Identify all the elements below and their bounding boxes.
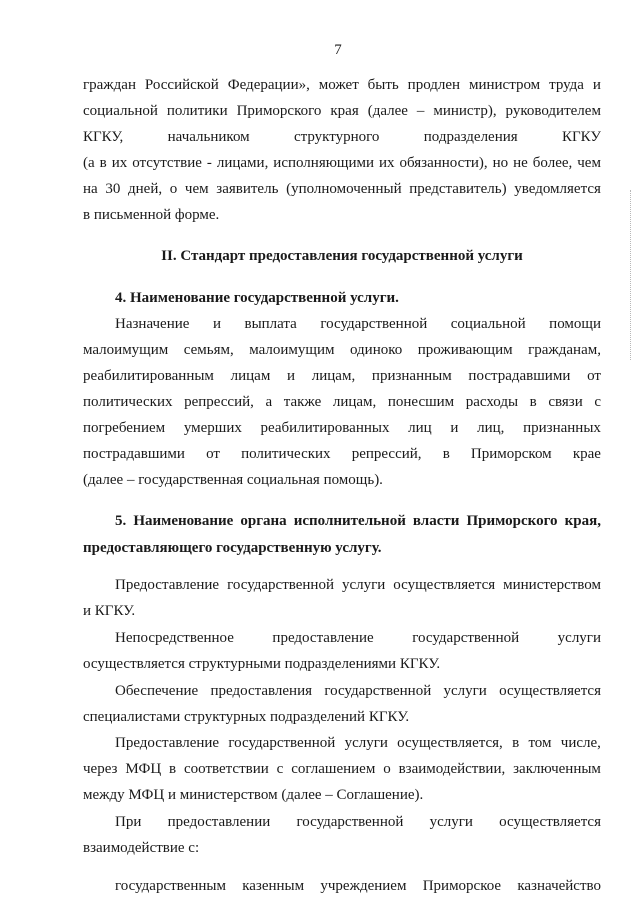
word: МФЦ (125, 761, 162, 777)
word: погребением (83, 420, 166, 436)
word: с (276, 761, 284, 777)
text-line (83, 761, 601, 778)
text-line: в письменной форме. (83, 207, 220, 223)
text-line: специалистами структурных подразделений КГКУ. (83, 709, 410, 725)
word: и (592, 77, 601, 93)
word: услуги (341, 577, 386, 593)
text-line (83, 77, 601, 94)
word: Предоставление (115, 577, 220, 593)
word: политических (83, 394, 173, 410)
word: быть (367, 77, 399, 93)
word: предоставления (210, 683, 313, 699)
word: одиноко (349, 342, 403, 358)
word: КГКУ (561, 129, 601, 145)
word: исполнительной (293, 513, 406, 529)
text-line: (далее – государственная социальная помощь). (83, 472, 383, 488)
word: подразделения (423, 129, 518, 145)
word: в (99, 155, 107, 171)
word: Федерации», (227, 77, 310, 93)
word: от (206, 446, 220, 462)
word: расходы (465, 394, 519, 410)
word: репрессий, (351, 446, 422, 462)
word: Приморское (422, 878, 502, 894)
text-line (115, 577, 601, 594)
text-line (83, 129, 601, 146)
word: края, (564, 513, 601, 529)
word: социальной (83, 103, 158, 119)
word: Назначение (115, 316, 190, 332)
word: семьям, (183, 342, 234, 358)
word: чем (577, 155, 601, 171)
word: крае (572, 446, 601, 462)
word: репрессий, (184, 394, 254, 410)
text-line (83, 394, 601, 411)
word: (уполномоченный (286, 181, 402, 197)
word: края (330, 103, 359, 119)
word: начальником (167, 129, 250, 145)
word: министром (468, 77, 541, 93)
word: их (111, 155, 128, 171)
word: граждан (83, 77, 136, 93)
word: лиц (408, 420, 432, 436)
word: услуги (557, 630, 601, 646)
scan-edge-mark (630, 190, 632, 360)
word: Приморского (236, 103, 322, 119)
word: также (283, 394, 322, 410)
text-line (115, 878, 601, 895)
word: связи (548, 394, 583, 410)
word: предоставлении (167, 814, 271, 830)
word: но (492, 155, 509, 171)
word: дней, (128, 181, 163, 197)
word: государственной (412, 630, 520, 646)
word: лицам, (332, 394, 377, 410)
text-line (83, 342, 601, 359)
word: пострадавшими (83, 446, 185, 462)
word: их (379, 155, 395, 171)
word: а (265, 394, 273, 410)
word: с (594, 394, 601, 410)
word: государственной (320, 316, 428, 332)
word: Приморском (470, 446, 552, 462)
word: в (442, 446, 450, 462)
word: малоимущим (83, 342, 169, 358)
subsection-heading-line (115, 513, 601, 530)
word: власти (412, 513, 460, 529)
word: проживающим (417, 342, 513, 358)
word: в (512, 735, 520, 751)
text-line (115, 683, 601, 700)
word: казенным (242, 878, 305, 894)
word: государственной (227, 577, 334, 593)
text-line (83, 368, 601, 385)
word: услуги (443, 683, 487, 699)
word: КГКУ, (83, 129, 124, 145)
text-line (115, 316, 601, 333)
word: государственной (324, 683, 432, 699)
word: министерством (503, 577, 601, 593)
word: (далее (367, 103, 408, 119)
word: политических (241, 446, 331, 462)
section-heading: II. Стандарт предоставления государственной услуги (161, 248, 523, 264)
word: в (529, 394, 537, 410)
word: понесшим (387, 394, 455, 410)
word: лицам, (311, 368, 356, 384)
word: более, (532, 155, 573, 171)
text-line (115, 814, 601, 831)
word: реабилитированных (260, 420, 390, 436)
subsection-heading-line: предоставляющего государственную услугу. (83, 540, 382, 556)
text-line: осуществляется структурными подразделениями КГКУ. (83, 656, 441, 672)
word: уведомляется (514, 181, 601, 197)
word: пострадавшими (468, 368, 571, 384)
word: гражданам, (528, 342, 601, 358)
word: может (318, 77, 359, 93)
text-line (83, 155, 601, 172)
word: руководителем (505, 103, 601, 119)
word: государственной (296, 814, 404, 830)
word: Российской (144, 77, 219, 93)
page-number: 7 (334, 42, 342, 58)
word: Приморского (466, 513, 558, 529)
text-line (83, 420, 601, 437)
word: Предоставление (115, 735, 220, 751)
word: от (587, 368, 601, 384)
word: взаимодействии, (398, 761, 506, 777)
word: представитель) (409, 181, 507, 197)
word: выплата (244, 316, 297, 332)
subsection-heading-line: 4. Наименование государственной услуги. (115, 290, 399, 306)
word: заключенным (513, 761, 601, 777)
word: министр), (433, 103, 497, 119)
word: труда (549, 77, 584, 93)
word: помощи (549, 316, 601, 332)
word: не (513, 155, 528, 171)
word: 5. (115, 513, 127, 529)
word: Обеспечение (115, 683, 199, 699)
word: реабилитированным (83, 368, 214, 384)
word: Наименование (133, 513, 234, 529)
word: признанных (523, 420, 601, 436)
word: осуществляется (499, 814, 601, 830)
word: продлен (407, 77, 461, 93)
word: При (115, 814, 142, 830)
text-line (83, 103, 601, 120)
text-line (83, 181, 601, 198)
word: на (83, 181, 98, 197)
word: политики (166, 103, 228, 119)
text-line: между МФЦ и министерством (далее – Соглашение). (83, 787, 424, 803)
word: лиц, (477, 420, 505, 436)
word: о (169, 181, 178, 197)
text-line: взаимодействие с: (83, 840, 200, 856)
word: - (206, 155, 212, 171)
word: в (169, 761, 177, 777)
word: чем (184, 181, 209, 197)
word: отсутствие (132, 155, 202, 171)
word: заявитель (216, 181, 279, 197)
word: и (450, 420, 459, 436)
word: органа (240, 513, 287, 529)
word: Непосредственное (115, 630, 234, 646)
word: предоставление (272, 630, 374, 646)
word: казначейство (517, 878, 601, 894)
text-line (115, 735, 601, 752)
text-line (115, 630, 601, 647)
word: числе, (560, 735, 601, 751)
word: малоимущим (249, 342, 335, 358)
word: соответствии (184, 761, 269, 777)
word: лицам (230, 368, 271, 384)
word: и (212, 316, 221, 332)
word: (а (83, 155, 95, 171)
word: о (383, 761, 391, 777)
word: государственной (228, 735, 336, 751)
word: признанным (371, 368, 452, 384)
word: исполняющими (273, 155, 375, 171)
word: учреждением (320, 878, 407, 894)
word: лицами, (216, 155, 269, 171)
word: осуществляется, (397, 735, 503, 751)
word: государственным (115, 878, 226, 894)
word: соглашением (291, 761, 376, 777)
text-line (83, 446, 601, 463)
word: услуги (429, 814, 473, 830)
word: услуги (344, 735, 388, 751)
word: том (528, 735, 552, 751)
word: умерших (183, 420, 242, 436)
word: социальной (450, 316, 526, 332)
word: обязанности), (399, 155, 488, 171)
word: структурного (293, 129, 380, 145)
word: осуществляется (393, 577, 496, 593)
word: – (416, 103, 425, 119)
text-line: и КГКУ. (83, 603, 136, 619)
word: осуществляется (499, 683, 601, 699)
word: через (83, 761, 118, 777)
word: и (287, 368, 296, 384)
word: 30 (105, 181, 121, 197)
